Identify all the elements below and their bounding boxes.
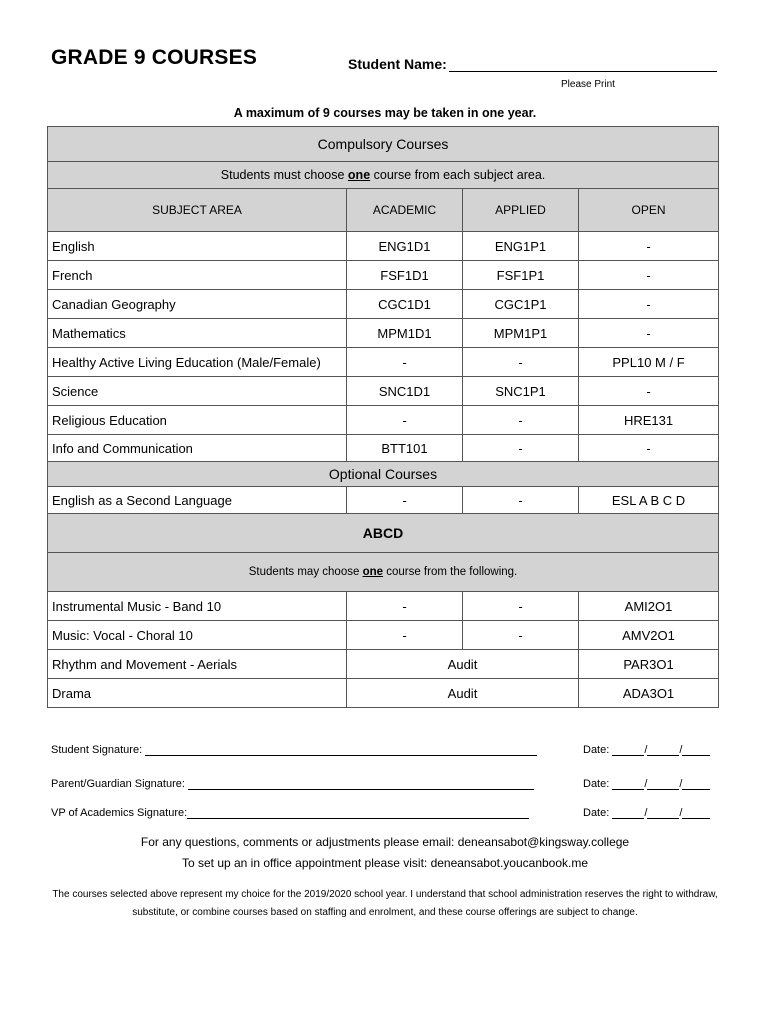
table-row[interactable]: [48, 592, 719, 621]
compulsory-rows: [48, 232, 719, 462]
student-name-field[interactable]: [348, 56, 717, 72]
compulsory-title: Compulsory Courses: [48, 127, 719, 162]
applied-cell: -: [463, 621, 579, 650]
subject-cell: Info and Communication: [48, 435, 347, 462]
open-cell: -: [579, 377, 719, 406]
col-header-applied: APPLIED: [463, 189, 579, 232]
signature-line[interactable]: [187, 807, 529, 819]
contact-appointment-line: To set up an in office appointment please visit: deneansabot.youcanbook.me: [181, 856, 589, 870]
applied-cell: -: [463, 348, 579, 377]
applied-cell: ENG1P1: [463, 232, 579, 261]
subject-cell: Mathematics: [48, 319, 347, 348]
subject-cell: Instrumental Music - Band 10: [48, 592, 347, 621]
audit-cell: Audit: [347, 650, 579, 679]
contact-email-line: For any questions, comments or adjustments please email: deneansabot@kingsway.college: [140, 835, 630, 849]
open-cell: HRE131: [579, 406, 719, 435]
audit-rows: [48, 650, 719, 708]
applied-cell: MPM1P1: [463, 319, 579, 348]
vp-signature[interactable]: [51, 807, 529, 819]
please-print-note: Please Print: [561, 79, 615, 90]
academic-cell: -: [347, 621, 463, 650]
table-row[interactable]: [48, 319, 719, 348]
table-row[interactable]: [48, 261, 719, 290]
open-cell: -: [579, 435, 719, 462]
subject-cell: French: [48, 261, 347, 290]
applied-cell: -: [463, 406, 579, 435]
parent-date[interactable]: Date: / /: [583, 778, 710, 790]
date-label: Date:: [583, 778, 610, 790]
course-table: [47, 126, 719, 708]
compulsory-band: [48, 127, 719, 162]
applied-cell: CGC1P1: [463, 290, 579, 319]
signature-label: VP of Academics Signature:: [51, 807, 188, 819]
open-cell: PAR3O1: [579, 650, 719, 679]
compulsory-instruction-row: [48, 162, 719, 189]
academic-cell: MPM1D1: [347, 319, 463, 348]
table-row[interactable]: [48, 406, 719, 435]
academic-cell: ENG1D1: [347, 232, 463, 261]
academic-cell: -: [347, 406, 463, 435]
applied-cell: SNC1P1: [463, 377, 579, 406]
table-row[interactable]: [48, 621, 719, 650]
table-row[interactable]: [48, 650, 719, 679]
signature-label: Parent/Guardian Signature:: [51, 778, 185, 790]
table-row[interactable]: [48, 487, 719, 514]
signature-line[interactable]: [145, 744, 537, 756]
subject-cell: Canadian Geography: [48, 290, 347, 319]
subject-cell: English as a Second Language: [48, 487, 347, 514]
subject-cell: Religious Education: [48, 406, 347, 435]
optional-band: [48, 462, 719, 487]
open-cell: AMI2O1: [579, 592, 719, 621]
academic-cell: CGC1D1: [347, 290, 463, 319]
academic-cell: -: [347, 348, 463, 377]
signature-label: Student Signature:: [51, 744, 143, 756]
open-cell: ESL A B C D: [579, 487, 719, 514]
optional-rows: [48, 592, 719, 650]
date-label: Date:: [583, 744, 610, 756]
applied-cell: -: [463, 592, 579, 621]
open-cell: AMV2O1: [579, 621, 719, 650]
maximum-note: A maximum of 9 courses may be taken in one year.: [233, 106, 537, 120]
applied-cell: -: [463, 435, 579, 462]
student-name-label: Student Name:: [348, 56, 447, 72]
subject-cell: Rhythm and Movement - Aerials: [48, 650, 347, 679]
disclaimer: The courses selected above represent my choice for the 2019/2020 school year. I understand that school administration reserves the right to withdraw, substitute, or combine courses based on staffing and enrolment, and these course offerings are subject to change.: [52, 889, 718, 918]
student-date[interactable]: Date: / /: [583, 744, 710, 756]
optional-instruction: Students may choose one course from the following.: [48, 553, 719, 592]
vp-date[interactable]: Date: / /: [583, 807, 710, 819]
open-cell: -: [579, 261, 719, 290]
compulsory-instruction: Students must choose one course from each subject area.: [48, 162, 719, 189]
academic-cell: BTT101: [347, 435, 463, 462]
academic-cell: SNC1D1: [347, 377, 463, 406]
academic-cell: -: [347, 592, 463, 621]
table-row[interactable]: [48, 679, 719, 708]
subject-cell: English: [48, 232, 347, 261]
subject-cell: Healthy Active Living Education (Male/Female): [48, 348, 347, 377]
student-signature[interactable]: [51, 744, 537, 756]
abcd-title: ABCD: [48, 514, 719, 553]
date-label: Date:: [583, 807, 610, 819]
audit-cell: Audit: [347, 679, 579, 708]
optional-instruction-row: [48, 553, 719, 592]
table-row[interactable]: [48, 348, 719, 377]
table-row[interactable]: [48, 232, 719, 261]
table-row[interactable]: [48, 377, 719, 406]
table-row[interactable]: [48, 435, 719, 462]
open-cell: -: [579, 319, 719, 348]
applied-cell: -: [463, 487, 579, 514]
academic-cell: -: [347, 487, 463, 514]
column-header-row: [48, 189, 719, 232]
subject-cell: Science: [48, 377, 347, 406]
open-cell: -: [579, 232, 719, 261]
open-cell: -: [579, 290, 719, 319]
optional-title: Optional Courses: [48, 462, 719, 487]
applied-cell: FSF1P1: [463, 261, 579, 290]
academic-cell: FSF1D1: [347, 261, 463, 290]
table-row[interactable]: [48, 290, 719, 319]
col-header-open: OPEN: [579, 189, 719, 232]
signature-line[interactable]: [188, 778, 534, 790]
col-header-subject: SUBJECT AREA: [48, 189, 347, 232]
subject-cell: Drama: [48, 679, 347, 708]
student-name-line[interactable]: [449, 57, 717, 72]
subject-cell: Music: Vocal - Choral 10: [48, 621, 347, 650]
col-header-academic: ACADEMIC: [347, 189, 463, 232]
open-cell: PPL10 M / F: [579, 348, 719, 377]
page-title: GRADE 9 COURSES: [51, 46, 258, 69]
parent-signature[interactable]: [51, 778, 534, 790]
abcd-band: [48, 514, 719, 553]
open-cell: ADA3O1: [579, 679, 719, 708]
